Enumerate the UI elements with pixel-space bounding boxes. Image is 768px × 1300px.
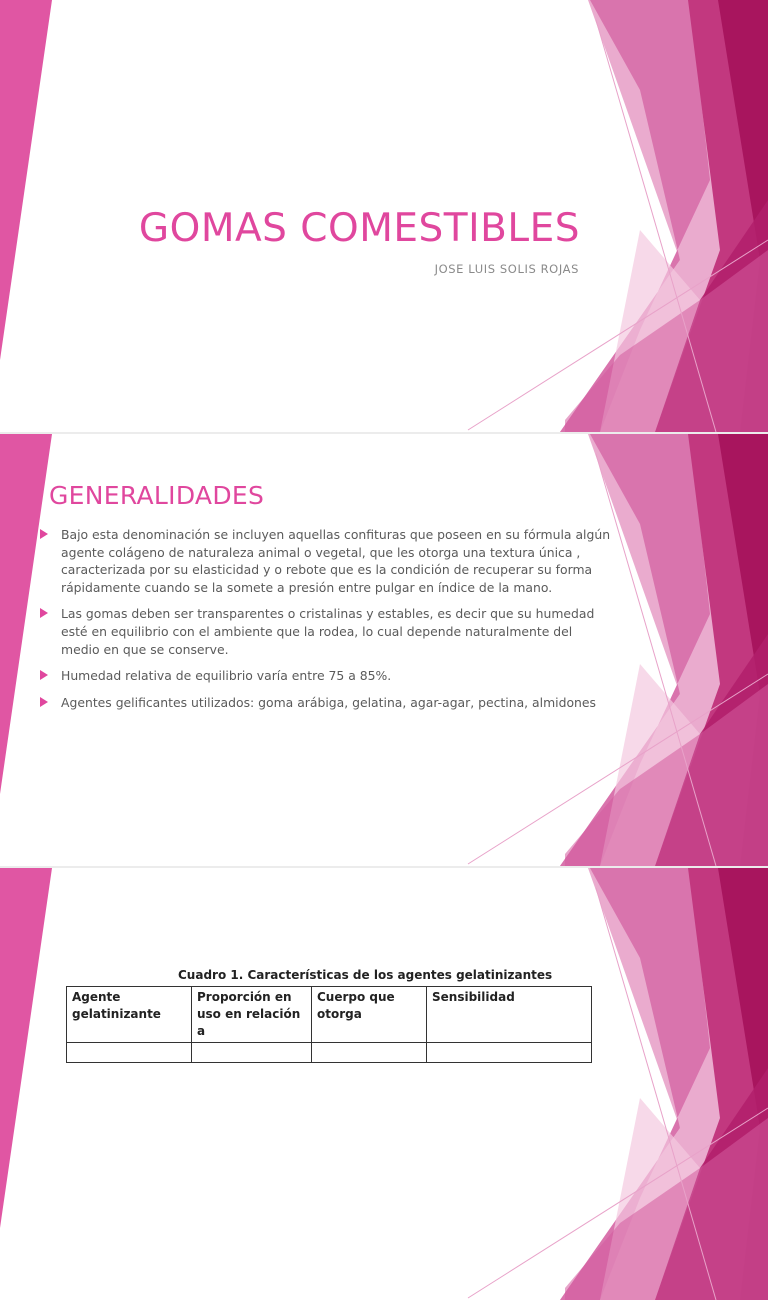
decorative-shapes [0,868,768,1300]
presentation-title: GOMAS COMESTIBLES [138,206,580,251]
bullet-list [40,526,612,720]
bullet-item [40,667,612,685]
table-cell [192,1043,312,1063]
table-cell [427,1043,592,1063]
table-row [67,1043,592,1063]
table-cell [312,1043,427,1063]
bullet-item [40,694,612,712]
table-caption: Cuadro 1. Características de los agentes gelatinizantes [178,968,553,982]
table-header-row [67,987,592,1043]
triangle-bullet-icon [40,670,48,680]
table-cell [67,1043,192,1063]
bullet-text: Bajo esta denominación se incluyen aquellas confituras que poseen en su fórmula algún agente colágeno de naturaleza animal o vegetal, que les otorga una textura única , caracterizada por su elasticidad y o rebote que es la condición de recuperar su forma rápidamente cuando se la somete a presión entre pulgar en índice de la mano. [61,527,611,595]
slide-title [0,0,768,432]
triangle-bullet-icon [40,608,48,618]
author-name: JOSE LUIS SOLIS ROJAS [434,262,579,276]
bullet-text: Humedad relativa de equilibrio varía entre 75 a 85%. [61,668,392,684]
bullet-item [40,526,612,596]
table-header-cell: Agente gelatinizante [67,987,192,1043]
bullet-text: Agentes gelificantes utilizados: goma arábiga, gelatina, agar-agar, pectina, almidones [61,694,596,710]
table-header-cell: Proporción en uso en relación a [192,987,312,1043]
slide-generalidades [0,434,768,866]
bullet-item [40,605,612,658]
bullet-text: Las gomas deben ser transparentes o cristalinas y estables, es decir que su humedad esté en equilibrio con el ambiente que la rodea, lo cual depende naturalmente del medio en que se conserve. [61,606,595,657]
triangle-bullet-icon [40,529,48,539]
table-header-cell: Sensibilidad [427,987,592,1043]
table-header-cell: Cuerpo que otorga [312,987,427,1043]
slide-cuadro [0,868,768,1038]
triangle-bullet-icon [40,697,48,707]
characteristics-table [66,986,592,1063]
section-title: GENERALIDADES [49,481,265,510]
